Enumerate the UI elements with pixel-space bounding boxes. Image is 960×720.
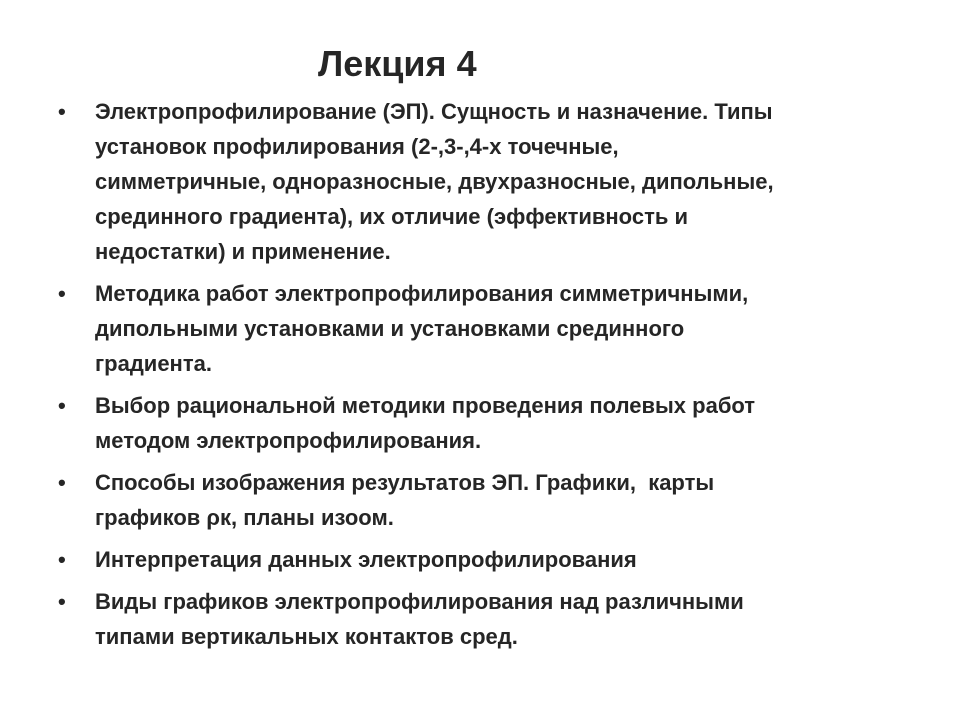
bullet-text-line: графиков ρк, планы изоом.	[95, 505, 394, 530]
bullet-text-line: Электропрофилирование (ЭП). Сущность и назначение. Типы	[95, 99, 773, 124]
bullet-text-line: установок профилирования (2-,3-,4-х точечные,	[95, 134, 619, 159]
bullet-list	[58, 94, 918, 661]
bullet-dot-icon: •	[58, 589, 66, 614]
bullet-text-line: Способы изображения результатов ЭП. Графики, карты	[95, 470, 715, 495]
bullet-text-line: Выбор рациональной методики проведения полевых работ	[95, 393, 756, 418]
bullet-dot-icon: •	[58, 281, 66, 306]
bullet-text-line: срединного градиента), их отличие (эффективность и	[95, 204, 689, 229]
bullet-text-line: Методика работ электропрофилирования симметричными,	[95, 281, 749, 306]
bullet-text-line: градиента.	[95, 351, 212, 376]
bullet-item	[58, 542, 918, 577]
bullet-dot-icon: •	[58, 547, 66, 572]
bullet-dot-icon: •	[58, 99, 66, 124]
bullet-dot-icon: •	[58, 393, 66, 418]
bullet-text-line: Виды графиков электропрофилирования над различными	[95, 589, 744, 614]
bullet-text-line: Интерпретация данных электропрофилирования	[95, 547, 637, 572]
bullet-item	[58, 584, 918, 654]
bullet-dot-icon: •	[58, 470, 66, 495]
bullet-item	[58, 388, 918, 458]
slide-title: Лекция 4	[318, 43, 477, 84]
bullet-text-line: симметричные, одноразносные, двухразносные, дипольные,	[95, 169, 774, 194]
bullet-text-line: дипольными установками и установками срединного	[95, 316, 685, 341]
bullet-text-line: методом электропрофилирования.	[95, 428, 482, 453]
bullet-item	[58, 94, 918, 269]
bullet-text-line: типами вертикальных контактов сред.	[95, 624, 518, 649]
bullet-item	[58, 276, 918, 381]
bullet-text-line: недостатки) и применение.	[95, 239, 391, 264]
bullet-item	[58, 465, 918, 535]
